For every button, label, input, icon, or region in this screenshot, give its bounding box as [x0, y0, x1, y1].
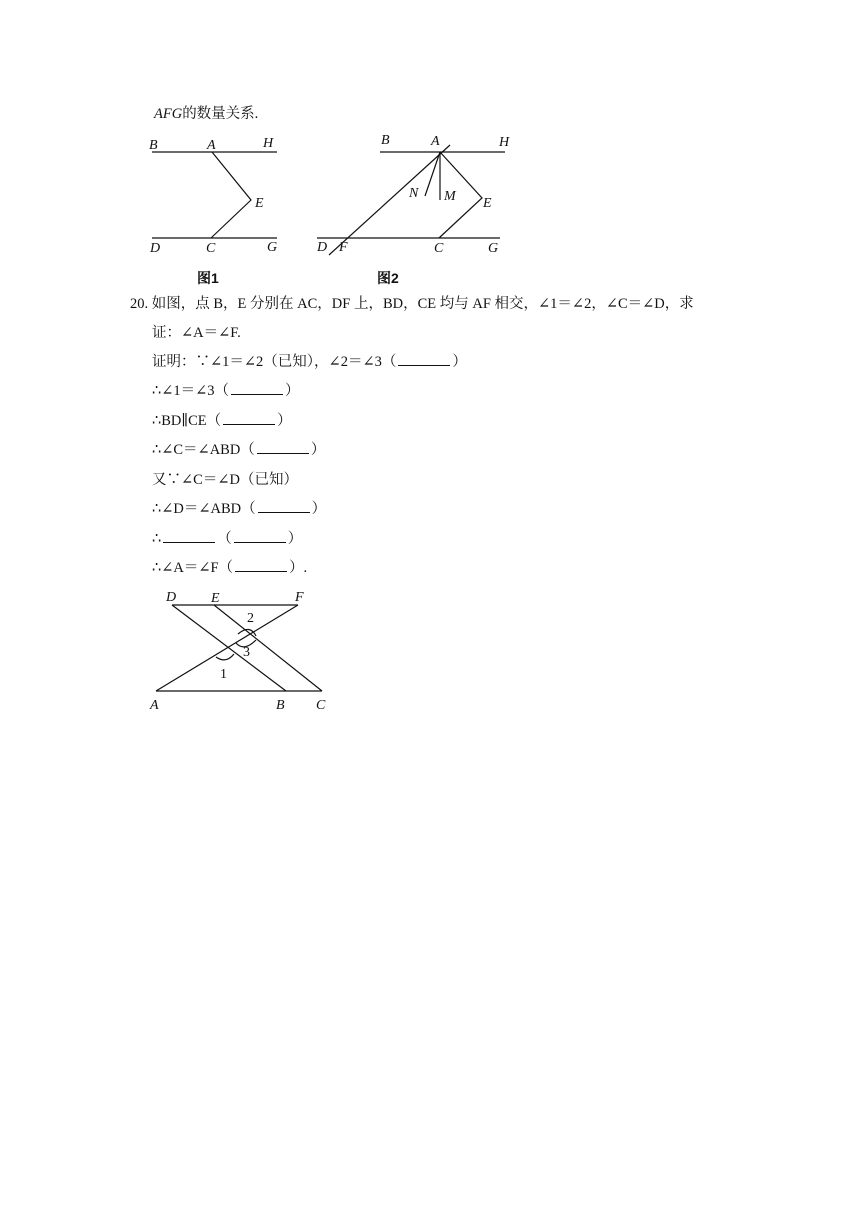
proof-line-8-close: ）.	[289, 560, 308, 576]
intro-text: 的数量关系.	[182, 106, 259, 122]
proof-blank-7b[interactable]	[234, 530, 286, 543]
intro-var: AFG	[154, 106, 183, 122]
proof-line-8	[152, 558, 307, 578]
proof-line-7	[152, 529, 302, 549]
fig3-label-angle3: 3	[243, 645, 250, 660]
proof-line-1	[152, 352, 467, 372]
proof-blank-6[interactable]	[258, 500, 310, 513]
proof-line-7-text: ∴	[152, 531, 162, 547]
fig2-label-e: E	[483, 196, 492, 211]
fig2-caption: 图2	[377, 270, 399, 286]
fig3-label-a: A	[150, 698, 159, 713]
proof-line-3-text: ∴BD∥CE（	[152, 413, 222, 429]
fig3-arc-angle1	[216, 654, 234, 660]
proof-line-2	[152, 381, 300, 401]
proof-line-1-text: 证明：∵∠1＝∠2（已知），∠2＝∠3（	[152, 354, 397, 370]
fig3-label-e: E	[211, 591, 220, 606]
proof-line-2-text: ∴∠1＝∠3（	[152, 383, 230, 399]
fig2-label-b: B	[381, 133, 390, 148]
proof-line-6	[152, 499, 326, 519]
proof-line-8-text: ∴∠A＝∠F（	[152, 560, 234, 576]
proof-line-4-close: ）	[310, 442, 326, 458]
fig1-polyline-aec	[211, 152, 251, 238]
fig3-label-c: C	[316, 698, 326, 713]
fig1-label-d: D	[150, 241, 161, 256]
fig1-label-c: C	[206, 241, 216, 256]
fig1-caption: 图1	[197, 270, 219, 286]
fig3-label-angle2: 2	[247, 611, 254, 626]
fig2-label-g: G	[488, 241, 499, 256]
fig3-label-b: B	[276, 698, 285, 713]
fig2-ray-an	[425, 152, 440, 196]
problem-number: 20.	[130, 296, 149, 312]
proof-line-5-text: 又∵∠C＝∠D（已知）	[152, 472, 298, 488]
proof-line-4	[152, 440, 325, 460]
fig2-label-f: F	[339, 240, 348, 255]
figure-2-labels	[316, 133, 510, 286]
proof-line-5	[152, 470, 298, 490]
fig1-label-g: G	[267, 240, 278, 255]
proof-blank-1[interactable]	[398, 353, 450, 366]
proof-line-3	[152, 411, 292, 431]
proof-blank-3[interactable]	[223, 412, 275, 425]
proof-blank-8[interactable]	[235, 559, 287, 572]
problem-20-line1	[130, 294, 694, 314]
fig2-label-c: C	[434, 241, 444, 256]
problem-20-line2	[152, 323, 241, 343]
fig1-label-a: A	[207, 138, 216, 153]
proof-blank-7a[interactable]	[163, 530, 215, 543]
figure-1-labels	[149, 136, 277, 286]
fig1-label-e: E	[255, 196, 264, 211]
figure-3	[156, 605, 322, 691]
problem-statement-line1: 如图，点 B，E 分别在 AC，DF 上，BD，CE 均与 AF 相交，∠1＝∠2，∠C＝∠D，求	[151, 296, 694, 312]
fig2-label-m: M	[444, 189, 456, 204]
fig2-label-n: N	[409, 186, 419, 201]
fig3-arc-angle2	[238, 629, 256, 636]
fig3-label-angle1: 1	[220, 667, 227, 682]
fig1-label-h: H	[263, 136, 274, 151]
proof-blank-2[interactable]	[231, 382, 283, 395]
fig3-line-af	[156, 605, 298, 691]
fig2-label-a: A	[431, 134, 440, 149]
fig2-label-d: D	[317, 240, 328, 255]
proof-line-4-text: ∴∠C＝∠ABD（	[152, 442, 255, 458]
proof-line-1-close: ）	[452, 354, 467, 370]
fig3-label-d: D	[166, 590, 177, 605]
fig1-label-b: B	[149, 138, 158, 153]
proof-line-6-text: ∴∠D＝∠ABD（	[152, 501, 256, 517]
proof-line-6-close: ）	[311, 501, 327, 517]
proof-blank-4[interactable]	[257, 441, 309, 454]
proof-line-2-close: ）	[285, 383, 300, 399]
proof-line-7-open: （	[217, 531, 232, 547]
figure-3-labels	[149, 590, 326, 713]
proof-line-7-close: ）	[287, 531, 303, 547]
fig3-label-f: F	[295, 590, 304, 605]
figure-1	[152, 152, 277, 238]
proof-line-3-close: ）	[277, 413, 292, 429]
fig2-label-h: H	[499, 135, 510, 150]
problem-statement-line2: 证：∠A＝∠F.	[152, 325, 241, 341]
